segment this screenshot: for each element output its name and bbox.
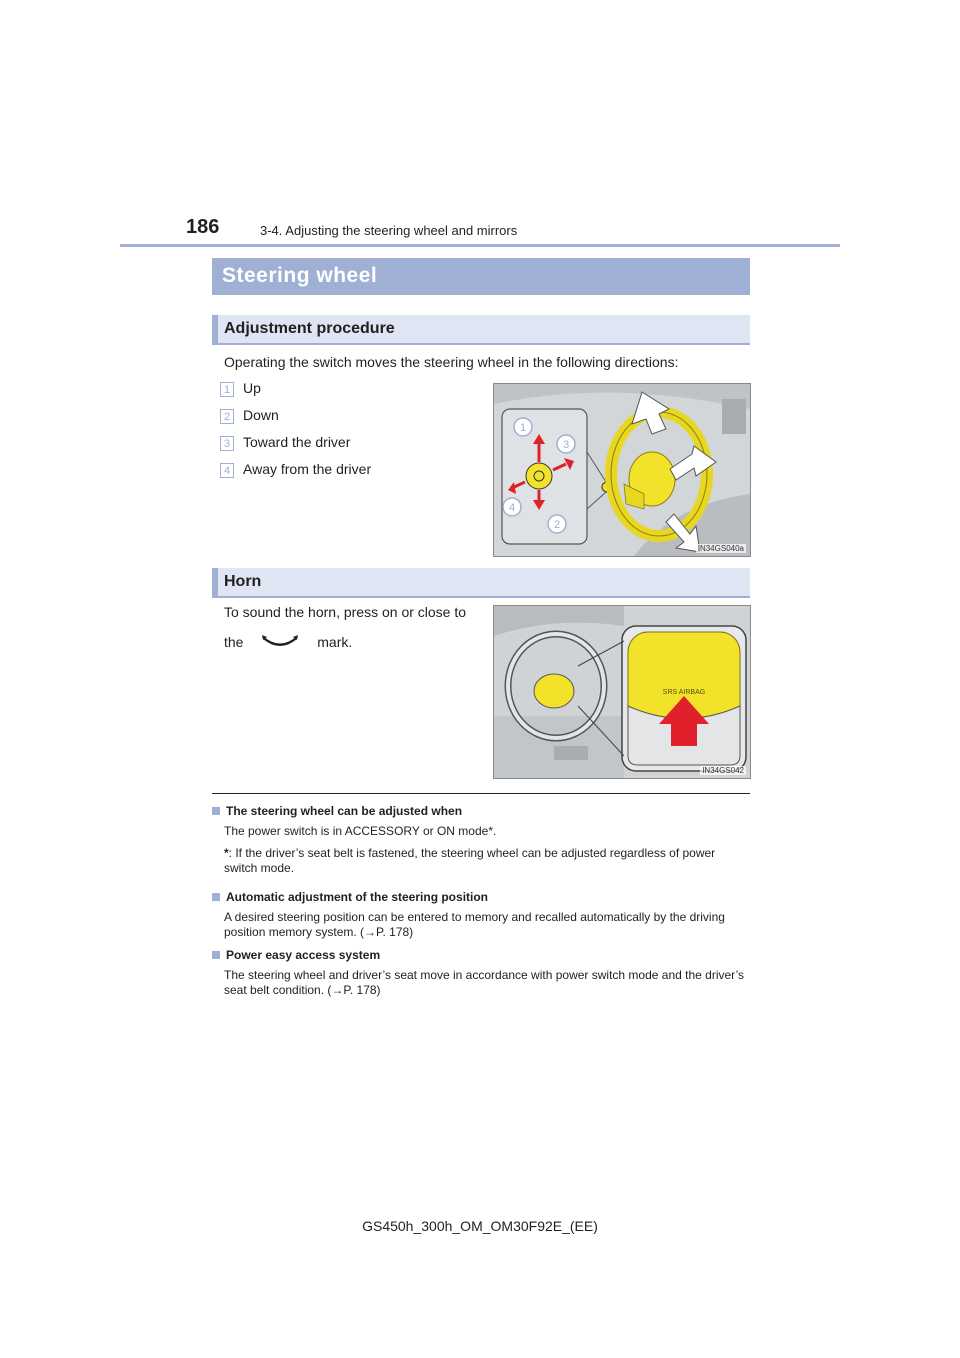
horn-illustration [494, 606, 750, 778]
horn-figure [493, 605, 751, 779]
note-body-adjustable: The power switch is in ACCESSORY or ON mode*. [224, 824, 497, 838]
svg-text:1: 1 [519, 422, 527, 434]
horn-instruction-line2 [224, 633, 352, 653]
horn-text-mark: mark. [317, 634, 353, 650]
adjustment-heading: Adjustment procedure [224, 320, 395, 337]
figure-code: IN34GS042 [702, 766, 744, 775]
bullet-square-icon [212, 807, 220, 815]
note-heading-adjustable: The steering wheel can be adjusted when [212, 804, 462, 818]
svg-text:2: 2 [553, 519, 561, 531]
item-label-toward: Toward the driver [243, 434, 351, 450]
item-label-down: Down [243, 407, 279, 423]
page-number: 186 [186, 216, 220, 238]
note-body-easy-access: The steering wheel and driver’s seat move in accordance with power switch mode and the driver’s seat belt condition. (→P. 178) [224, 968, 745, 997]
section-title: 3-4. Adjusting the steering wheel and mirrors [260, 223, 518, 238]
notes-divider [212, 793, 750, 794]
horn-instruction-line1: To sound the horn, press on or close to [224, 604, 467, 620]
adjustment-heading-bar [212, 315, 750, 345]
note-heading-easy-access: Power easy access system [212, 948, 380, 962]
adjustment-intro: Operating the switch moves the steering wheel in the following directions: [224, 354, 679, 370]
item-label-away: Away from the driver [243, 461, 372, 477]
horn-heading-bar [212, 568, 750, 598]
item-label-up: Up [243, 380, 261, 396]
item-number-3: 3 [220, 436, 234, 451]
steering-adjustment-illustration [494, 384, 750, 556]
item-number-2: 2 [220, 409, 234, 424]
page-title: Steering wheel [222, 264, 378, 287]
figure-code: IN34GS040a [697, 544, 744, 553]
note-footnote: *: If the driver’s seat belt is fastened, the steering wheel can be adjusted regardless of power switch mode. [224, 846, 716, 875]
horn-heading: Horn [224, 573, 262, 590]
steering-adjustment-figure [493, 383, 751, 557]
horn-icon [261, 633, 299, 653]
bullet-square-icon [212, 893, 220, 901]
header-divider [120, 244, 840, 247]
airbag-label: SRS AIRBAG [662, 689, 706, 696]
document-code-footer: GS450h_300h_OM_OM30F92E_(EE) [362, 1218, 598, 1234]
item-number-1: 1 [220, 382, 234, 397]
svg-text:4: 4 [508, 502, 516, 514]
horn-text-the: the [224, 634, 244, 650]
note-body-automatic: A desired steering position can be entered to memory and recalled automatically by the driving position memory system. (→P. 178) [224, 910, 725, 939]
bullet-square-icon [212, 951, 220, 959]
note-heading-automatic: Automatic adjustment of the steering position [212, 890, 488, 904]
svg-text:3: 3 [562, 439, 570, 451]
item-number-4: 4 [220, 463, 234, 478]
title-bar [212, 258, 750, 295]
